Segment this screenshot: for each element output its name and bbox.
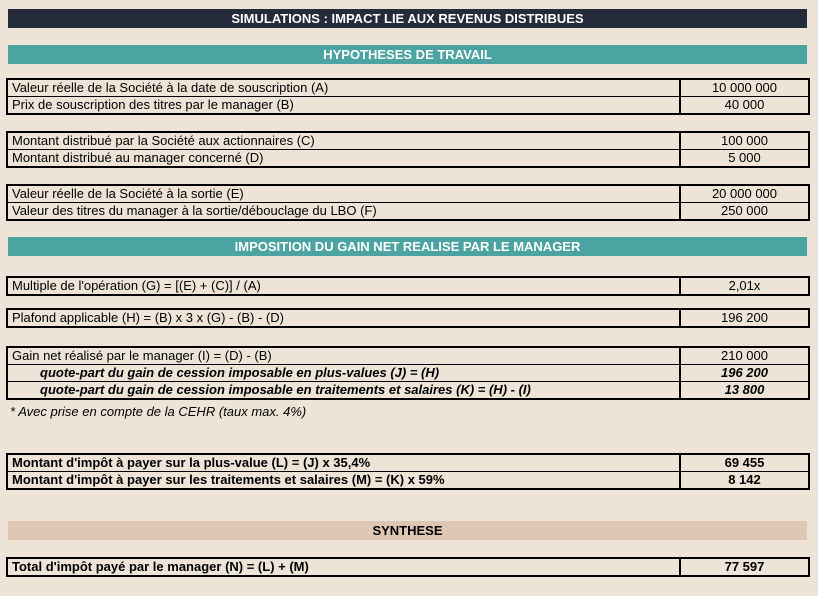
section-header-imposition [8, 237, 807, 256]
row-label: Multiple de l'opération (G) = [(E) + (C)] / (A) [12, 278, 261, 293]
section-header-hypotheses [8, 45, 807, 64]
value-cell[interactable]: 250 000 [679, 203, 808, 219]
row-valeur-titres-F [8, 202, 808, 219]
row-label: Total d'impôt payé par le manager (N) = (L) + (M) [12, 559, 309, 574]
sheet-title-bar [8, 9, 807, 28]
box-plafond [6, 308, 810, 328]
box-total-impot [6, 557, 810, 577]
box-impots [6, 453, 810, 490]
row-label: Plafond applicable (H) = (B) x 3 x (G) - (B) - (D) [12, 310, 284, 325]
box-gain-net [6, 346, 810, 400]
section-header-synthese [8, 521, 807, 540]
row-label: Montant d'impôt à payer sur les traitements et salaires (M) = (K) x 59% [12, 472, 445, 487]
value-cell[interactable]: 196 200 [679, 310, 808, 326]
value-cell[interactable]: 210 000 [679, 348, 808, 364]
row-label: Valeur des titres du manager à la sortie/débouclage du LBO (F) [12, 203, 377, 218]
row-label: Montant distribué au manager concerné (D) [12, 150, 264, 165]
value-cell[interactable]: 40 000 [679, 97, 808, 113]
value-cell[interactable]: 2,01x [679, 278, 808, 294]
simulation-sheet [0, 9, 818, 596]
row-montant-actionnaires-C [8, 133, 808, 149]
value-cell[interactable]: 20 000 000 [679, 186, 808, 202]
row-impot-plus-value-L [8, 455, 808, 471]
value-cell[interactable]: 10 000 000 [679, 80, 808, 96]
value-cell[interactable]: 5 000 [679, 150, 808, 166]
value-cell[interactable]: 13 800 [679, 382, 808, 398]
row-label: Valeur réelle de la Société à la date de souscription (A) [12, 80, 329, 95]
row-label: quote-part du gain de cession imposable en traitements et salaires (K) = (H) - (I) [40, 382, 531, 397]
row-total-impot-N [8, 559, 808, 575]
row-montant-manager-D [8, 149, 808, 166]
row-label: Montant distribué par la Société aux actionnaires (C) [12, 133, 315, 148]
row-gain-net-I [8, 348, 808, 364]
sheet-title: SIMULATIONS : IMPACT LIE AUX REVENUS DISTRIBUES [231, 11, 584, 26]
row-label: quote-part du gain de cession imposable en plus-values (J) = (H) [40, 365, 440, 380]
cehr-footnote: * Avec prise en compte de la CEHR (taux max. 4%) [10, 404, 307, 419]
row-plafond-H [8, 310, 808, 326]
row-quote-part-salaires-K [8, 381, 808, 398]
value-cell[interactable]: 77 597 [679, 559, 808, 575]
row-valeur-souscription-A [8, 80, 808, 96]
box-sortie [6, 184, 810, 221]
box-multiple [6, 276, 810, 296]
row-label: Montant d'impôt à payer sur la plus-value (L) = (J) x 35,4% [12, 455, 371, 470]
row-label: Gain net réalisé par le manager (I) = (D) - (B) [12, 348, 272, 363]
row-label: Prix de souscription des titres par le manager (B) [12, 97, 294, 112]
value-cell[interactable]: 100 000 [679, 133, 808, 149]
value-cell[interactable]: 8 142 [679, 472, 808, 488]
row-prix-souscription-B [8, 96, 808, 113]
box-distribution [6, 131, 810, 168]
section-heading-hypotheses: HYPOTHESES DE TRAVAIL [323, 47, 492, 62]
value-cell[interactable]: 69 455 [679, 455, 808, 471]
box-souscription [6, 78, 810, 115]
section-heading-imposition: IMPOSITION DU GAIN NET REALISE PAR LE MANAGER [234, 239, 581, 254]
section-heading-synthese: SYNTHESE [372, 523, 443, 538]
row-multiple-G [8, 278, 808, 294]
row-valeur-sortie-E [8, 186, 808, 202]
row-impot-salaires-M [8, 471, 808, 488]
row-label: Valeur réelle de la Société à la sortie (E) [12, 186, 244, 201]
row-quote-part-plus-values-J [8, 364, 808, 381]
value-cell[interactable]: 196 200 [679, 365, 808, 381]
